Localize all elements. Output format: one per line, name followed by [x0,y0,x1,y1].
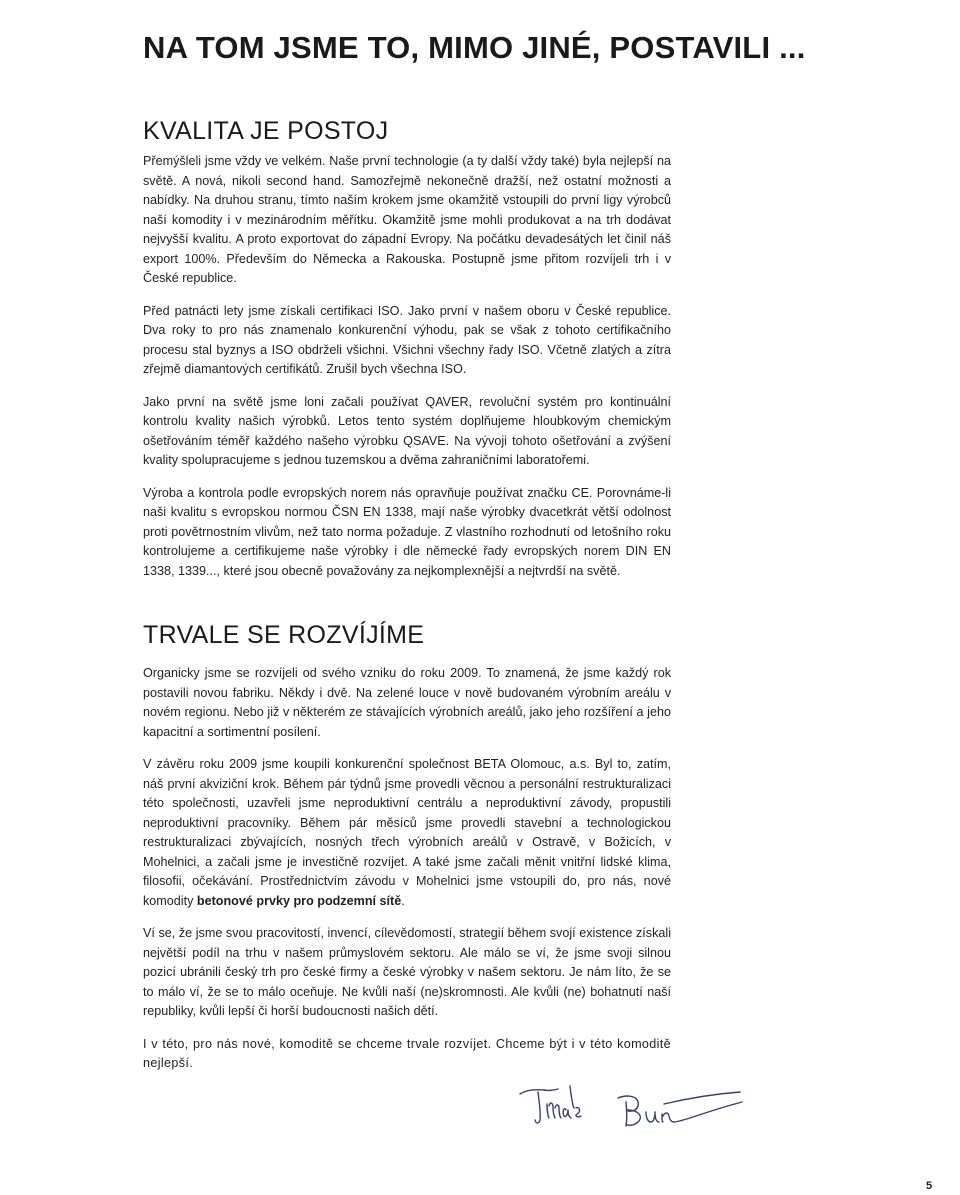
page-title: NA TOM JSME TO, MIMO JINÉ, POSTAVILI ... [143,30,806,65]
paragraph: Jako první na světě jsme loni začali používat QAVER, revoluční systém pro kontinuální kontrolu kvality našich výrobků. Letos tento systém doplňujeme hloubkovým chemickým ošetřováním téměř každého našeho výrobku QSAVE. Na vývoji tohoto ošetřování a zvýšení kvality spolupracujeme s jednou tuzemskou a dvěma zahraničními laboratořemi. [143,394,671,467]
paragraph: Před patnácti lety jsme získali certifikaci ISO. Jako první v našem oboru v České republice. Dva roky to pro nás znamenalo konkurenční výhodu, pak se však z tohoto certifikačního procesu stal byznys a ISO obdrželi všichni. Všichni všechny řady ISO. Včetně zlatých a zítra zřejmě diamantových certifikátů. Zrušil bych všechna ISO. [143,303,671,376]
section-heading-development: TRVALE SE ROZVÍJÍME [143,621,425,649]
highlighted-text: betonové prvky pro podzemní sítě [196,893,402,908]
paragraph: Přemýšleli jsme vždy ve velkém. Naše první technologie (a ty další vždy také) byla nejlepší na světě. A nová, nikoli second hand. Samozřejmě nekonečně dražší, než ostatní možnosti a nabídky. Na druhou stranu, tímto naším krokem jsme okamžitě vstoupili do první ligy výrobců naší komodity i v mezinárodním měřítku. Okamžitě jsme mohli produkovat a na trh dodávat nejvyšší kvalitu. A proto exportovat do západní Evropy. Na počátku devadesátých let činil náš export 100%. Především do Německa a Rakouska. Postupně jsme přitom rozvíjeli trh i v České republice. [143,154,671,285]
paragraph [143,755,671,911]
page-number: 5 [926,1180,933,1192]
paragraph-text: V závěru roku 2009 jsme koupili konkurenční společnost BETA Olomouc, a.s. Byl to, zatím, náš první akviziční krok. Během pár týdnů jsme provedli věcnou a personální restrukturalizaci této společnosti, uzavřeli jsme neproduktivní centrálu a neproduktivní závody, propustili neproduktivní pracovníky. Během pár měsíců jsme provedli stavební a technologickou restrukturalizaci zbývajících, nosných třech výrobních areálů v Ostravě, v Božicích, v Mohelnici, a začali jsme je investičně rozvíjet. A také jsme začali měnit vnitřní lidské klima, filosofii, očekávání. Prostřednictvím závodu v Mohelnici jsme vstoupili do, pro nás, nové komodity [143,757,671,908]
paragraph-text: . [401,893,405,908]
paragraph: Výroba a kontrola podle evropských norem nás opravňuje používat značku CE. Porovnáme-li naši kvalitu s evropskou normou ČSN EN 1338, mají naše výrobky dvacetkrát větší odolnost proti povětrnostním vlivům, než tato norma požaduje. Z vlastního rozhodnutí od letošního roku kontrolujeme a certifikujeme naše výrobky i dle německé řady evropských norem DIN EN 1338, 1339..., které jsou obecně považovány za nejkomplexnější a nejtvrdší na světě. [143,485,671,578]
paragraph: Organicky jsme se rozvíjeli od svého vzniku do roku 2009. To znamená, že jsme každý rok postavili novou fabriku. Někdy i dvě. Na zelené louce v nově budovaném výrobním areálu v novém regionu. Nebo již v některém ze stávajících výrobních areálů, jako jeho rozšíření a jeho kapacitní a sortimentní posílení. [143,666,671,739]
section-body-quality [143,152,671,594]
section-heading-quality: KVALITA JE POSTOJ [143,117,389,145]
section-body-development [143,664,671,1087]
handwritten-signature [514,1080,744,1140]
closing-paragraph: I v této, pro nás nové, komoditě se chceme trvale rozvíjet. Chceme být i v této komoditě nejlepší. [143,1036,671,1070]
paragraph: Ví se, že jsme svou pracovitostí, invencí, cílevědomostí, strategií během svojí existence získali největší podíl na trhu v našem průmyslovém sektoru. Ale málo se ví, že jsme svoji silnou pozicí ubránili český trh pro české firmy a české výrobky v našem sektoru. Je nám líto, že se to málo ví, že se to málo oceňuje. Ne kvůli naší (ne)skromnosti. Ale kvůli (ne) bohatnutí naší republiky, kvůli lepší či horší budoucnosti našich dětí. [143,926,671,1018]
